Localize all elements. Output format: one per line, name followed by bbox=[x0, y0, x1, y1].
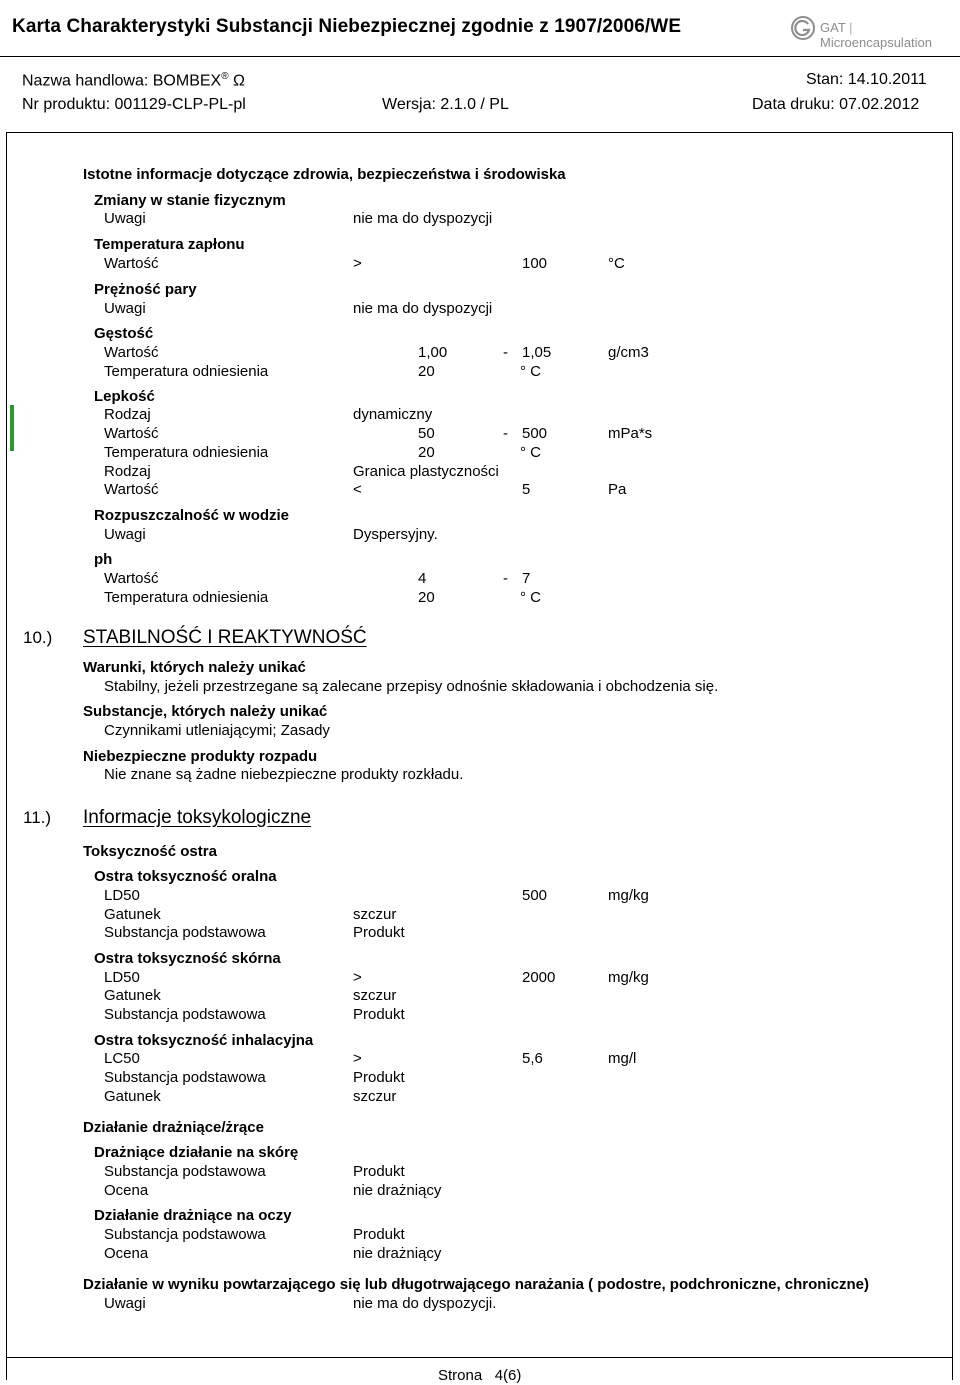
group-label: Działanie drażniące na oczy bbox=[94, 1207, 292, 1224]
section-number: 11.) bbox=[23, 808, 52, 827]
row-key: Gatunek bbox=[104, 987, 161, 1004]
subsection-heading: Działanie w wyniku powtarzającego się lub długotrwającego narażania ( podostre, podchroniczne, chroniczne) bbox=[83, 1276, 869, 1293]
row-operator: > bbox=[353, 255, 362, 272]
row-value: Produkt bbox=[353, 1163, 405, 1180]
logo-brand: GAT bbox=[820, 20, 846, 35]
company-logo bbox=[790, 13, 952, 49]
item-label: Niebezpieczne produkty rozpadu bbox=[83, 748, 318, 765]
row-value: Granica plastyczności bbox=[353, 463, 499, 480]
row-dash: - bbox=[503, 425, 508, 442]
row-operator: > bbox=[353, 969, 362, 986]
row-unit bbox=[520, 363, 541, 380]
group-label: Prężność pary bbox=[94, 281, 197, 298]
logo-division: Microencapsulation bbox=[820, 35, 933, 50]
footer-rule bbox=[6, 1357, 953, 1358]
section-number: 10.) bbox=[23, 628, 53, 647]
row-unit: mg/kg bbox=[608, 887, 649, 904]
row-key: Rodzaj bbox=[104, 463, 151, 480]
row-key: Substancja podstawowa bbox=[104, 1006, 266, 1023]
group-label: Zmiany w stanie fizycznym bbox=[94, 192, 286, 209]
row-unit: mg/kg bbox=[608, 969, 649, 986]
page-footer bbox=[438, 1367, 521, 1384]
row-key: Gatunek bbox=[104, 906, 161, 923]
trade-name-value: BOMBEX bbox=[152, 72, 222, 90]
row-key: Wartość bbox=[104, 255, 159, 272]
row-key: LC50 bbox=[104, 1050, 140, 1067]
item-text: Stabilny, jeżeli przestrzegane są zalecane przepisy odnośnie składowania i obchodzenia się. bbox=[104, 678, 719, 695]
unit-text: C bbox=[530, 589, 542, 606]
row-value: nie ma do dyspozycji bbox=[353, 210, 493, 227]
subsection-heading: Toksyczność ostra bbox=[83, 843, 217, 860]
row-value: 2000 bbox=[522, 969, 556, 986]
row-value: 20 bbox=[418, 444, 435, 461]
row-key: Temperatura odniesienia bbox=[104, 589, 269, 606]
row-key: Wartość bbox=[104, 481, 159, 498]
product-number: Nr produktu: 001129-CLP-PL-pl bbox=[22, 96, 246, 113]
row-key: Uwagi bbox=[104, 210, 146, 227]
row-key: Uwagi bbox=[104, 1295, 146, 1312]
unit-text: C bbox=[530, 444, 542, 461]
degree-sign: ° bbox=[608, 255, 614, 272]
print-date: Data druku: 07.02.2012 bbox=[752, 96, 920, 113]
row-value: 500 bbox=[522, 887, 548, 904]
section-title: STABILNOŚĆ I REAKTYWNOŚĆ bbox=[83, 627, 367, 648]
row-value: 5 bbox=[522, 481, 531, 498]
section-heading: Istotne informacje dotyczące zdrowia, bezpieczeństwa i środowiska bbox=[83, 166, 566, 183]
row-key: Wartość bbox=[104, 570, 159, 587]
status-date: Stan: 14.10.2011 bbox=[806, 71, 927, 88]
group-label: Ostra toksyczność skórna bbox=[94, 950, 281, 967]
row-key: Rodzaj bbox=[104, 406, 151, 423]
row-key: LD50 bbox=[104, 887, 140, 904]
row-value-low: 4 bbox=[418, 570, 427, 587]
row-key: Ocena bbox=[104, 1245, 149, 1262]
row-key: LD50 bbox=[104, 969, 140, 986]
row-value-low: 50 bbox=[418, 425, 435, 442]
row-value: Dyspersyjny. bbox=[353, 526, 438, 543]
row-unit bbox=[520, 444, 541, 461]
row-value: Produkt bbox=[353, 1069, 405, 1086]
row-key: Uwagi bbox=[104, 300, 146, 317]
group-label: Temperatura zapłonu bbox=[94, 236, 245, 253]
group-label: Rozpuszczalność w wodzie bbox=[94, 507, 290, 524]
row-value-high: 1,05 bbox=[522, 344, 552, 361]
row-value: nie ma do dyspozycji bbox=[353, 300, 493, 317]
trade-name-suffix: Ω bbox=[233, 72, 246, 90]
group-label: ph bbox=[94, 551, 113, 568]
row-value: dynamiczny bbox=[353, 406, 433, 423]
row-key: Substancja podstawowa bbox=[104, 924, 266, 941]
page-label: Strona bbox=[438, 1367, 483, 1384]
page-number: 4(6) bbox=[494, 1367, 522, 1384]
degree-sign: ° bbox=[520, 589, 526, 606]
row-unit: Pa bbox=[608, 481, 627, 498]
logo-separator: | bbox=[849, 20, 853, 35]
row-value: 20 bbox=[418, 363, 435, 380]
registered-mark: ® bbox=[221, 71, 229, 82]
group-label: Lepkość bbox=[94, 388, 155, 405]
group-label: Drażniące działanie na skórę bbox=[94, 1144, 299, 1161]
item-label: Warunki, których należy unikać bbox=[83, 659, 306, 676]
row-value: nie drażniący bbox=[353, 1245, 442, 1262]
row-value: 20 bbox=[418, 589, 435, 606]
header-rule-top bbox=[0, 56, 960, 57]
row-value: nie ma do dyspozycji. bbox=[353, 1295, 497, 1312]
row-value: nie drażniący bbox=[353, 1182, 442, 1199]
row-key: Uwagi bbox=[104, 526, 146, 543]
row-key: Wartość bbox=[104, 425, 159, 442]
change-bar bbox=[10, 428, 14, 432]
version: Wersja: 2.1.0 / PL bbox=[382, 96, 509, 113]
row-operator: > bbox=[353, 1050, 362, 1067]
row-key: Substancja podstawowa bbox=[104, 1226, 266, 1243]
document-title: Karta Charakterystyki Substancji Niebezpiecznej zgodnie z 1907/2006/WE bbox=[12, 16, 682, 37]
row-key: Substancja podstawowa bbox=[104, 1069, 266, 1086]
group-label: Ostra toksyczność inhalacyjna bbox=[94, 1032, 314, 1049]
row-value: Produkt bbox=[353, 924, 405, 941]
row-value-high: 7 bbox=[522, 570, 531, 587]
section-title: Informacje toksykologiczne bbox=[83, 807, 312, 828]
row-value: 100 bbox=[522, 255, 548, 272]
degree-sign: ° bbox=[520, 363, 526, 380]
row-unit: mg/l bbox=[608, 1050, 637, 1067]
row-unit bbox=[520, 589, 541, 606]
trade-name bbox=[22, 71, 245, 90]
row-value: Produkt bbox=[353, 1226, 405, 1243]
row-value-high: 500 bbox=[522, 425, 548, 442]
row-value: Produkt bbox=[353, 1006, 405, 1023]
row-dash: - bbox=[503, 344, 508, 361]
item-label: Substancje, których należy unikać bbox=[83, 703, 328, 720]
unit-text: C bbox=[530, 363, 542, 380]
item-text: Nie znane są żadne niebezpieczne produkty rozkładu. bbox=[104, 766, 464, 783]
row-key: Temperatura odniesienia bbox=[104, 444, 269, 461]
degree-sign: ° bbox=[520, 444, 526, 461]
row-value: szczur bbox=[353, 1088, 397, 1105]
row-key: Wartość bbox=[104, 344, 159, 361]
logo-wordmark bbox=[820, 20, 952, 50]
row-value: 5,6 bbox=[522, 1050, 543, 1067]
row-value: szczur bbox=[353, 987, 397, 1004]
row-unit bbox=[608, 255, 625, 272]
row-operator: < bbox=[353, 481, 362, 498]
row-key: Gatunek bbox=[104, 1088, 161, 1105]
row-value: szczur bbox=[353, 906, 397, 923]
group-label: Ostra toksyczność oralna bbox=[94, 868, 277, 885]
row-key: Ocena bbox=[104, 1182, 149, 1199]
trade-name-label: Nazwa handlowa: bbox=[22, 72, 149, 90]
row-key: Substancja podstawowa bbox=[104, 1163, 266, 1180]
subsection-heading: Działanie drażniące/żrące bbox=[83, 1119, 264, 1136]
row-unit: mPa*s bbox=[608, 425, 653, 442]
row-key: Temperatura odniesienia bbox=[104, 363, 269, 380]
item-text: Czynnikami utleniającymi; Zasady bbox=[104, 722, 330, 739]
row-dash: - bbox=[503, 570, 508, 587]
gat-logo-icon bbox=[790, 15, 816, 41]
group-label: Gęstość bbox=[94, 325, 154, 342]
unit-text: C bbox=[614, 255, 625, 272]
row-value-low: 1,00 bbox=[418, 344, 448, 361]
row-unit: g/cm3 bbox=[608, 344, 649, 361]
